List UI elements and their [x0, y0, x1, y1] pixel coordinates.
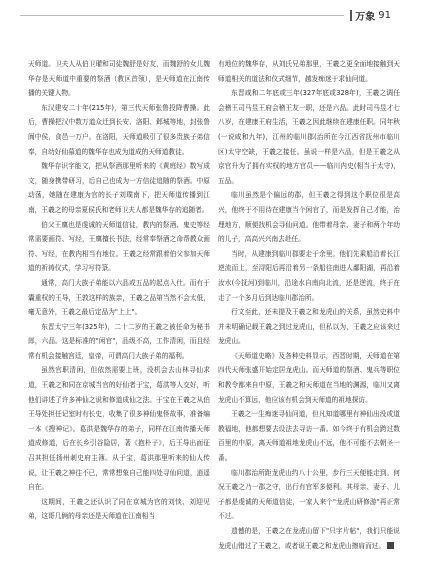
paragraph: 《天师道史略》及各种史料显示，西晋时期，天师道在第四代天师张盛开始定居龙虎山。而天师道的祭酒、鬼兵等职位和教令都来自中原，王羲之和天师道在当地的渊源，临川又离龙虎山不算远，他应该有机会到天师道的祖地探访。 [218, 351, 400, 404]
paragraph: 东晋太宁三年(325年)，二十二岁的王羲之被任命为秘书郎，六品。这是标准的"闲官"，品级不高，工作清闲，而且经常有机会接触宫廷，皇帝，可谓高门大族子弟的福利。 [28, 322, 210, 360]
paragraph: 通常，高门大族子弟能以六品或五品的起点入仕。而有于囊重权的王导，王敦这样的族亲，王羲之品第当然不会太低，毫无意外，王羲之最后定品为"上上"。 [28, 278, 210, 317]
paragraph: 东汉建安二十年(215年)，第三代天师张鲁投降曹操。此后，曹操把汉中数万道众迁到长安、洛阳、邺城等地，封张鲁阆中侯，食邑一万户。在洛阳，天师道吸引了很多贵族子弟信奉，自幼好仙慕道的魏华存也成为道成的天师道教徒。 [28, 103, 210, 156]
paragraph: 当时，从建康到临川郡要走于余里。他们先乘船沿着长江逆流而上，至浔阳后再沿着另一条船往南进人鄱阳湖，再沿着汝水(今抚河)到临川，沿途水自南向北流，还是逆流，终于在走了一个多月后到达临川郡治所。 [218, 249, 400, 302]
header-divider [350, 10, 352, 21]
page-number: 91 [378, 9, 391, 21]
paragraph: 东晋咸和二年底或三年(327年底或328年)，王羲之调任会稽王司马昱王府会稽王友一职，还是六品。此时司马昱才七八岁，在建康王府生活，王羲之因此继续在建康任职。同年秋(一说咸和九年)，江州的临川郡(治所在今江西省抚州市临川区)太守空缺，王羲之接任。虽说一样是六品，但是王羲之从京官升为了拥有实权的地方官员——临川内史(相当于太守)，五品。 [218, 89, 400, 185]
end-mark-icon [387, 542, 394, 549]
paragraph: 遗憾的是，王羲之在龙虎山留下"只字片帖"，我们只能说龙虎山错过了王羲之，或者说王羲之和龙虎山擦肩而过。 [218, 527, 400, 550]
article-body [28, 57, 400, 562]
paragraph: 天师道。卫夫人从伯卫瓘和司徒魏舒是好友，而魏舒的女儿魏华存是天师道中重要的祭酒（教区首领），是天师道在江南传播的关键人物。 [28, 60, 210, 98]
right-column [218, 57, 400, 562]
paragraph: 临川郡治所距龙虎山约八十公里，步行三天便能走到。何况王羲之乃一郡之守，出行有官军多便利。其母亲、妻子、儿子都是虔诚的天师道信徒，一家人来个"龙虎山研修游"再正常不过。 [218, 468, 400, 521]
paragraph: 魏华存识字能文，把从祭酒那里听来的《黄庭经》数写成文，随身携带研习，后自己也成为一方信徒追随的祭酒。中原动荡，她随在建康为官的长子刘璞南下，把天师道传播到江南，王羲之的母亲夏侯氏和老师卫夫人都是魏华存的追随者。 [28, 162, 210, 214]
paragraph: 伯父王廙也是虔诚的天师道信徒，教内的祭酒、鬼史等经常需要画符、写经，王廙擅长书法，经常奉祭酒之命帮教众画符、写经，在教内相当有地位。王羲之经常跟着伯父参加天师道的祈祷仪式，学习写符箓。 [28, 220, 210, 273]
paragraph: 有地位的魏华存，从刘氏兄弟那里，王羲之更全面地接触到天师道相关的道法和仪式细节，越发痴迷于求仙问道。 [218, 60, 400, 83]
left-column [28, 57, 210, 562]
paragraph: 王羲之一生痴迷寻仙问道，但凡知道哪里有神仙出没或道教福地，他都想要去设法去寻访一番。如今终于有机会跨过数百里的中原，离天师道祖地龙虎山不远，他不可能不去朝圣一番。 [218, 410, 400, 463]
page-header [344, 6, 395, 24]
paragraph: 临川虽然是个偏远的郡，但王羲之得到这个职位很是高兴，他终于不用待在建康当个闲官了，而是发挥自己才能，治理地方，顺便找机会寻仙问道。他带着母亲、妻子和两个年幼的儿子，高高兴兴南去赴任。 [218, 191, 400, 244]
paragraph: 这期间，王羲之还认识了同在京城为官的刘惔、刘迎见弟，这哥几俩的母亲还是天师道在江南相当 [28, 497, 210, 521]
paragraph: 行文至此，还未提及王羲之和龙虎山的关系，虽然史料中并未明确记载王羲之到过龙虎山，但私以为，王羲之应该来过龙虎山。 [218, 308, 400, 346]
paragraph: 虽然官职清闲，但依然需要上班，没机会去山林寻仙求道，王羲之和同在京城当官的好仙者于宝，葛洪等人交好，听他们讲述了许多神仙之说和修道成仙之法。于宝在王羲之从伯王导处担任记室时有长史，收集了很多神仙鬼怪故事，准备编一本《搜神记》。葛洪是魏华存的弟子，同样在江南传播天师道成修道，后在长乡引谷隐居，著《抱朴子》，后王导出面征召其担任扬州刺史府主簿。从于宝，葛洪那里听来的仙人传说，让王羲之神往不已，常常想象自己能四处寻仙问道，逍遥自在。 [28, 366, 210, 492]
header-rule [20, 15, 395, 16]
section-title: 万象 [355, 11, 376, 23]
